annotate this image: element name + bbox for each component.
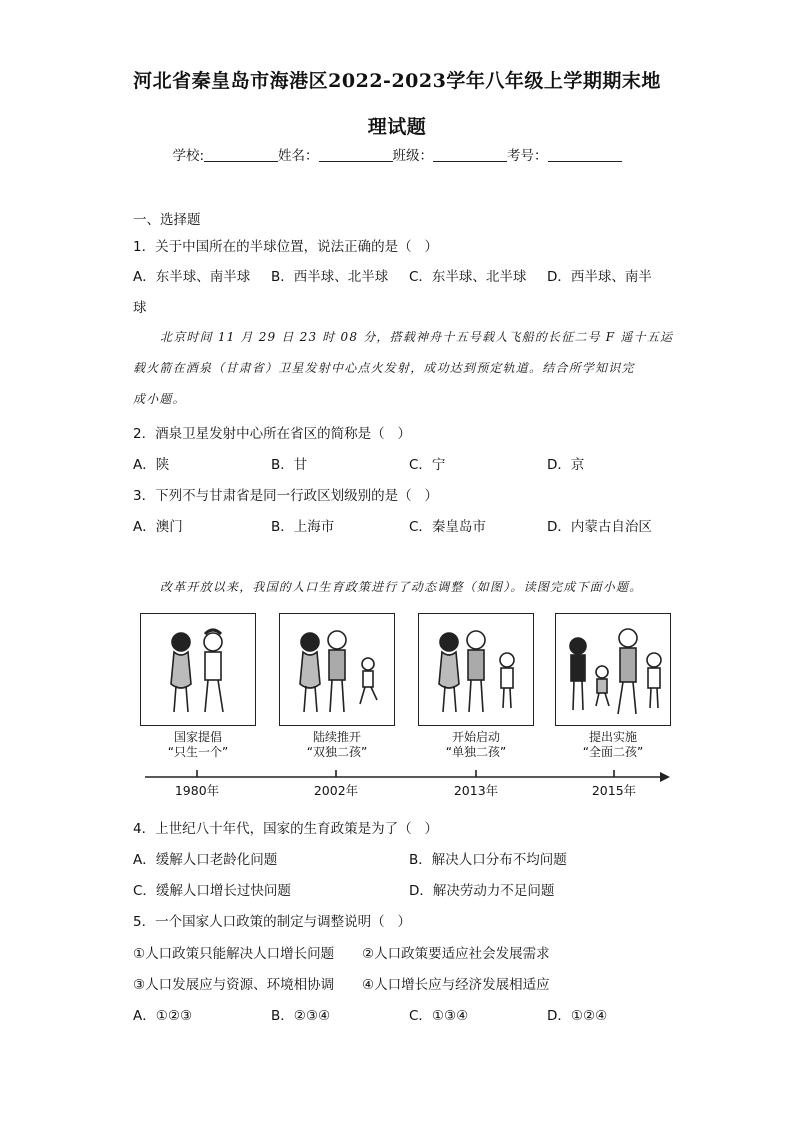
- page-title-line1: 河北省秦皇岛市海港区2022-2023学年八年级上学期期末地: [133, 70, 661, 92]
- q3-option-d: D．内蒙古自治区: [547, 519, 652, 535]
- panel-caption-2002: [272, 730, 402, 760]
- family-illustration-2002: [280, 614, 393, 724]
- q2-option-b: B．甘: [271, 457, 308, 473]
- page-title-line2: 理试题: [367, 116, 427, 138]
- timeline-year-2013: 2013年: [453, 783, 499, 798]
- name-label: 姓名：: [278, 148, 319, 164]
- q3-option-a: A．澳门: [133, 519, 183, 535]
- exam-no-blank[interactable]: [548, 147, 622, 162]
- q5-statement-3: ③人口发展应与资源、环境相协调: [133, 977, 335, 993]
- q5-option-a: A．①②③: [133, 1008, 193, 1024]
- caption-2002-line1: 陆续推开: [312, 730, 361, 744]
- question-1-stem: 1．关于中国所在的半球位置，说法正确的是（ ）: [133, 239, 438, 255]
- caption-1980-line1: 国家提倡: [173, 730, 222, 744]
- q5-option-d: D．①②④: [547, 1008, 608, 1024]
- q1-option-d: D．西半球、南半: [547, 269, 652, 285]
- caption-2015-line2: “全面二孩”: [582, 745, 644, 759]
- question-2-stem: 2．酒泉卫星发射中心所在省区的简称是（ ）: [133, 426, 411, 442]
- panel-caption-1980: [133, 730, 263, 760]
- section-heading: 一、选择题: [133, 212, 201, 228]
- caption-2013-line2: “单独二孩”: [445, 745, 507, 759]
- student-info-line: [0, 144, 794, 164]
- question-5-stem: 5．一个国家人口政策的制定与调整说明（ ）: [133, 914, 411, 930]
- caption-2002-line2: “双独二孩”: [306, 745, 368, 759]
- q5-statement-1: ①人口政策只能解决人口增长问题: [133, 946, 335, 962]
- q1-option-wrap: 球: [133, 300, 147, 316]
- timeline-year-2015: 2015年: [591, 783, 637, 798]
- exam-no-label: 考号：: [507, 148, 548, 164]
- passage-1-line3: 成小题。: [133, 392, 186, 406]
- panel-caption-2015: [548, 730, 678, 760]
- question-4-stem: 4．上世纪八十年代，国家的生育政策是为了（ ）: [133, 821, 438, 837]
- family-illustration-2013: [419, 614, 532, 724]
- q2-option-d: D．京: [547, 457, 585, 473]
- q4-option-a: A．缓解人口老龄化问题: [133, 852, 278, 868]
- question-3-stem: 3．下列不与甘肃省是同一行政区划级别的是（ ）: [133, 488, 438, 504]
- q5-option-b: B．②③④: [271, 1008, 331, 1024]
- q1-option-b: B．西半球、北半球: [271, 269, 389, 285]
- q3-option-c: C．秦皇岛市: [409, 519, 486, 535]
- q2-option-c: C．宁: [409, 457, 446, 473]
- panel-caption-2013: [411, 730, 541, 760]
- class-blank[interactable]: [433, 147, 507, 162]
- name-blank[interactable]: [319, 147, 393, 162]
- class-label: 班级：: [392, 148, 434, 164]
- q5-option-c: C．①③④: [409, 1008, 469, 1024]
- caption-2015-line1: 提出实施: [588, 730, 637, 744]
- caption-1980-line2: “只生一个”: [167, 745, 229, 759]
- policy-panel-2013: [418, 613, 534, 726]
- family-illustration-1980: [141, 614, 254, 724]
- q1-option-a: A．东半球、南半球: [133, 269, 251, 285]
- policy-panel-2002: [279, 613, 395, 726]
- passage-1-line2: 载火箭在酒泉（甘肃省）卫星发射中心点火发射，成功达到预定轨道。结合所学知识完: [133, 361, 635, 375]
- passage-1-line1: 北京时间 11 月 29 日 23 时 08 分，搭载神舟十五号载人飞船的长征二号 F 遥十五运: [160, 330, 674, 344]
- q4-option-c: C．缓解人口增长过快问题: [133, 883, 291, 899]
- timeline-arrow-icon: [660, 772, 670, 782]
- school-label: 学校:: [172, 148, 205, 164]
- caption-2013-line1: 开始启动: [451, 730, 500, 744]
- school-blank[interactable]: [204, 147, 278, 162]
- policy-panel-2015: [555, 613, 671, 726]
- policy-panel-1980: [140, 613, 256, 726]
- passage-2-line1: 改革开放以来，我国的人口生育政策进行了动态调整（如图）。读图完成下面小题。: [160, 580, 643, 594]
- timeline-year-2002: 2002年: [313, 783, 359, 798]
- q4-option-b: B．解决人口分布不均问题: [409, 852, 567, 868]
- q4-option-d: D．解决劳动力不足问题: [409, 883, 555, 899]
- q3-option-b: B．上海市: [271, 519, 335, 535]
- q5-statement-2: ②人口政策要适应社会发展需求: [362, 946, 550, 962]
- q1-option-c: C．东半球、北半球: [409, 269, 527, 285]
- q2-option-a: A．陕: [133, 457, 170, 473]
- q5-statement-4: ④人口增长应与经济发展相适应: [362, 977, 550, 993]
- timeline-axis: [0, 760, 794, 784]
- timeline-year-1980: 1980年: [174, 783, 220, 798]
- family-illustration-2015: [556, 614, 669, 724]
